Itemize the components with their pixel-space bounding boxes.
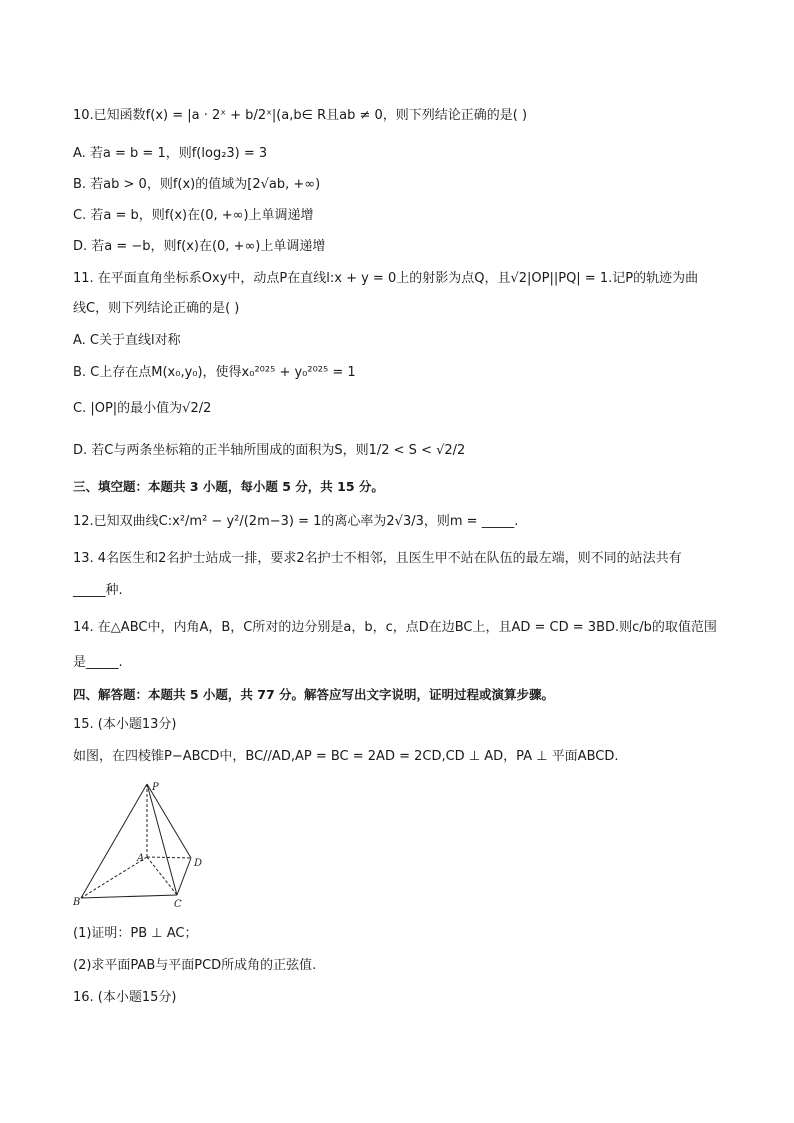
q11-option-d: D. 若C与两条坐标箱的正半轴所围成的面积为S，则1/2 < S < √2/2 [73,443,466,458]
q13-line2: _____种. [73,583,123,598]
q11-stem-line1: 11. 在平面直角坐标系Oxy中，动点P在直线l:x + y = 0上的射影为点Q，且√2|OP||PQ| = 1.记P的轨迹为曲 [73,271,699,286]
q15-header: 15. (本小题13分) [73,717,177,732]
label-b: B [73,897,81,908]
q10-option-b: B. 若ab > 0，则f(x)的值域为[2√ab, +∞) [73,177,321,192]
q11-option-c: C. |OP|的最小值为√2/2 [73,401,212,416]
q10-option-d: D. 若a = −b，则f(x)在(0, +∞)上单调递增 [73,239,326,254]
q13-line1: 13. 4名医生和2名护士站成一排，要求2名护士不相邻，且医生甲不站在队伍的最左端，则不同的站法共有 [73,551,682,566]
q11-option-a: A. C关于直线l对称 [73,333,181,348]
label-c: C [174,899,182,910]
label-d: D [194,858,203,869]
q10-stem: 10.已知函数f(x) = |a · 2ˣ + b/2ˣ|(a,b∈ R且ab ≠ 0，则下列结论正确的是( ) [73,108,528,123]
q15-stem: 如图，在四棱锥P−ABCD中，BC//AD,AP = BC = 2AD = 2CD,CD ⊥ AD，PA ⊥ 平面ABCD. [73,749,619,764]
q14-line1: 14. 在△ABC中，内角A，B，C所对的边分别是a，b，c，点D在边BC上，且AD = CD = 3BD.则c/b的取值范围 [73,620,717,635]
section-3-heading: 三、填空题：本题共 3 小题，每小题 5 分，共 15 分。 [73,479,384,494]
q15-part2: (2)求平面PAB与平面PCD所成角的正弦值. [73,958,317,973]
q11-option-b: B. C上存在点M(x₀,y₀)，使得x₀²⁰²⁵ + y₀²⁰²⁵ = 1 [73,365,356,380]
pyramid-figure [73,780,213,910]
q15-part1: (1)证明：PB ⊥ AC； [73,926,198,941]
q14-line2: 是_____. [73,655,123,670]
label-p: P [152,782,159,793]
label-a: A [137,853,145,864]
section-4-heading: 四、解答题：本题共 5 小题，共 77 分。解答应写出文字说明，证明过程或演算步骤。 [73,687,555,702]
q16-header: 16. (本小题15分) [73,990,177,1005]
q10-option-a: A. 若a = b = 1，则f(log₂3) = 3 [73,146,268,161]
q10-option-c: C. 若a = b，则f(x)在(0, +∞)上单调递增 [73,208,314,223]
q11-stem-line2: 线C，则下列结论正确的是( ) [73,301,240,316]
q12-text: 12.已知双曲线C:x²/m² − y²/(2m−3) = 1的离心率为2√3/3，则m = _____. [73,514,519,529]
